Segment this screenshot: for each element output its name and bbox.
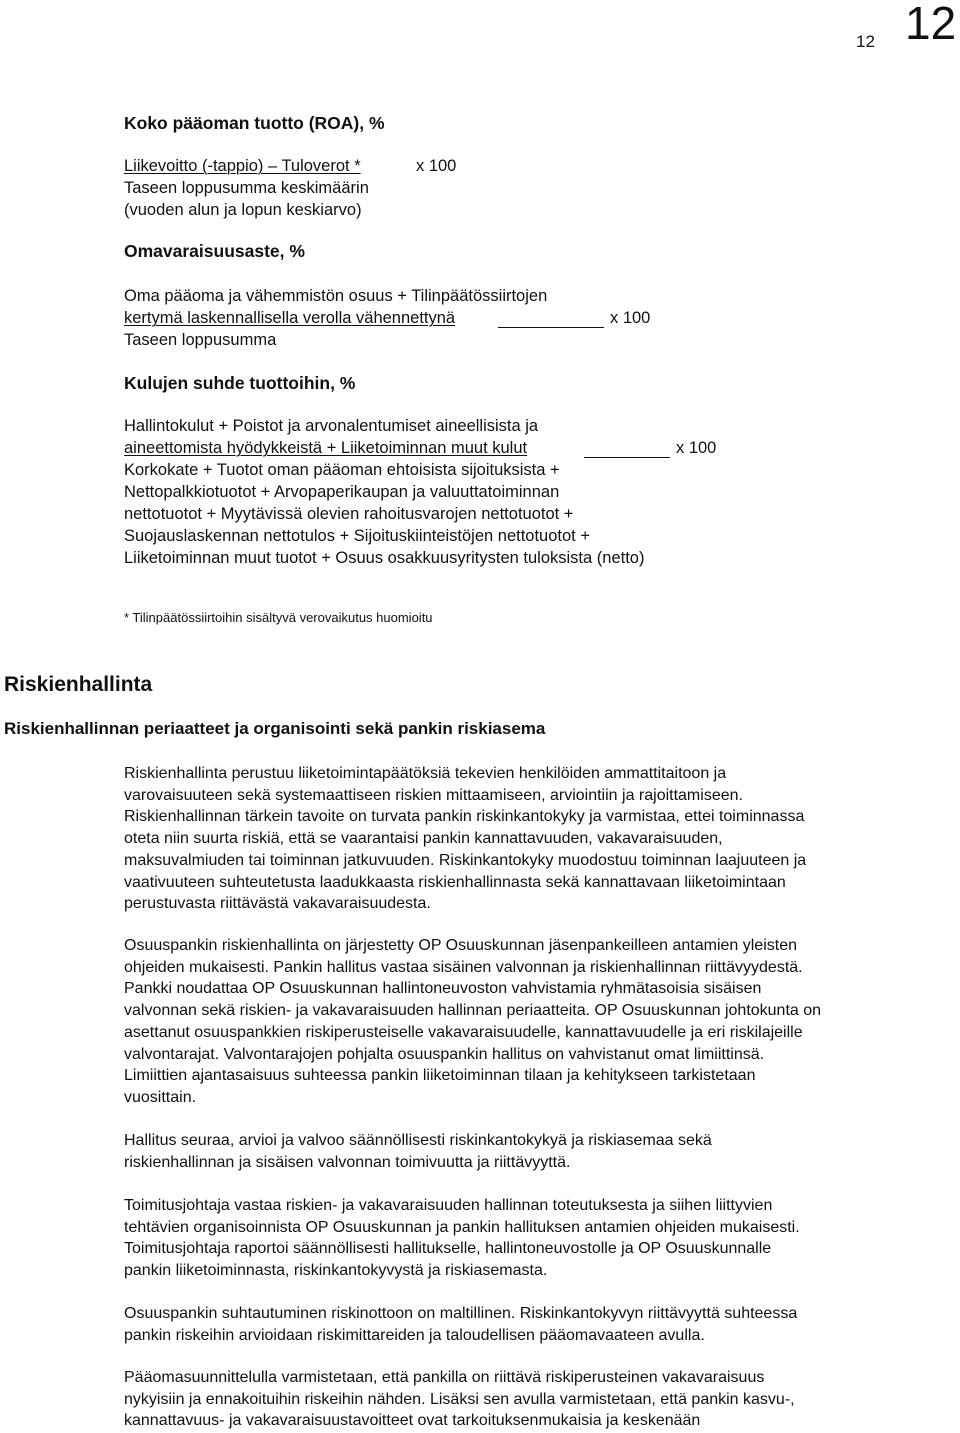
- paragraph-line: perustuvasta riittävästä vakavaraisuudesta.: [124, 895, 431, 913]
- paragraph-line: Limiittien ajantasaisuus suhteessa pankin liiketoiminnan tilaan ja kehitykseen tarkistetaan: [124, 1067, 756, 1085]
- equity-ratio-denominator: Taseen loppusumma: [124, 331, 277, 349]
- risk-paragraph-3: [124, 1130, 954, 1173]
- paragraph-line: pankin riskeihin arvioidaan riskimittareiden ja taloudellisen pääomavaateen avulla.: [124, 1326, 705, 1344]
- page-number-large: 12: [905, 0, 957, 49]
- roa-numerator: Liikevoitto (-tappio) – Tuloverot *: [124, 157, 361, 175]
- risk-paragraph-1: [124, 763, 954, 915]
- paragraph-line: ohjeiden mukaisesti. Pankin hallitus vastaa sisäinen valvonnan ja riskienhallinnan riittävyydestä.: [124, 958, 803, 976]
- cost-income-denominator-1: Korkokate + Tuotot oman pääoman ehtoisista sijoituksista +: [124, 461, 560, 479]
- paragraph-line: Osuuspankin riskienhallinta on järjestetty OP Osuuskunnan jäsenpankeilleen antamien yleisten: [124, 937, 797, 954]
- paragraph-line: nykyisiin ja ennakoituihin riskeihin nähden. Lisäksi sen avulla varmistetaan, että pankin kasvu-,: [124, 1390, 795, 1408]
- paragraph-line: Pankki noudattaa OP Osuuskunnan hallintoneuvoston vahvistamia ryhmätasoisia sisäisen: [124, 980, 762, 998]
- paragraph-line: valvontarajat. Valvontarajojen pohjalta osuuspankin hallitus on vahvistanut omat limiittinsä.: [124, 1045, 765, 1063]
- cost-income-numerator-1: Hallintokulut + Poistot ja arvonalentumiset aineellisista ja: [124, 417, 539, 435]
- equity-ratio-times: x 100: [610, 309, 651, 327]
- cost-income-denominator-5: Liiketoiminnan muut tuotot + Osuus osakkuusyritysten tuloksista (netto): [124, 549, 645, 567]
- cost-income-denominator-4: Suojauslaskennan nettotulos + Sijoituskiinteistöjen nettotuotot +: [124, 527, 590, 545]
- paragraph-line: vuosittain.: [124, 1088, 197, 1106]
- roa-times: x 100: [416, 157, 457, 175]
- paragraph-line: tehtävien organisoinnista OP Osuuskunnan ja pankin hallituksen antamien ohjeiden mukaisesti.: [124, 1218, 800, 1236]
- footnote: * Tilinpäätössiirtoihin sisältyvä verovaikutus huomioitu: [124, 610, 433, 625]
- paragraph-line: pankin liiketoiminnasta, riskinkantokyvystä ja riskiasemasta.: [124, 1262, 548, 1280]
- paragraph-line: Hallitus seuraa, arvioi ja valvoo säännöllisesti riskinkantokykyä ja riskiasemaa sekä: [124, 1132, 712, 1149]
- cost-income-numerator-2: aineettomista hyödykkeistä + Liiketoiminnan muut kulut: [124, 439, 528, 457]
- cost-income-heading: Kulujen suhde tuottoihin, %: [124, 373, 356, 393]
- roa-denominator-2: (vuoden alun ja lopun keskiarvo): [124, 201, 362, 219]
- equity-ratio-heading: Omavaraisuusaste, %: [124, 241, 305, 261]
- roa-heading: Koko pääoman tuotto (ROA), %: [124, 113, 385, 133]
- risk-paragraph-4: [124, 1195, 954, 1282]
- roa-denominator-1: Taseen loppusumma keskimäärin: [124, 179, 369, 197]
- paragraph-line: valvonnan sekä riskien- ja vakavaraisuuden hallinnan periaatteita. OP Osuuskunnan johtokunta on: [124, 1002, 822, 1020]
- paragraph-line: Riskienhallinta perustuu liiketoimintapäätöksiä tekevien henkilöiden ammattitaitoon ja: [124, 765, 727, 782]
- paragraph-line: Toimitusjohtaja raportoi säännöllisesti hallitukselle, hallintoneuvostolle ja OP Osuuskunnalle: [124, 1240, 772, 1258]
- cost-income-denominator-3: nettotuotot + Myytävissä olevien rahoitusvarojen nettotuotot +: [124, 505, 574, 523]
- risk-paragraph-5: [124, 1303, 954, 1346]
- paragraph-line: Toimitusjohtaja vastaa riskien- ja vakavaraisuuden hallinnan toteutuksesta ja siihen liittyvien: [124, 1197, 773, 1214]
- paragraph-line: oteta niin suurta riskiä, että se vaarantaisi pankin kannattavuuden, vakavaraisuuden,: [124, 830, 723, 848]
- risk-paragraph-2: [124, 935, 954, 1109]
- paragraph-line: Pääomasuunnittelulla varmistetaan, että pankilla on riittävä riskiperusteinen vakavaraisuus: [124, 1369, 765, 1386]
- paragraph-line: Riskienhallinnan tärkein tavoite on turvata pankin riskinkantokyky ja varmistaa, ettei toiminnassa: [124, 808, 805, 826]
- cost-income-times: x 100: [676, 439, 717, 457]
- paragraph-line: maksuvalmiuden tai toiminnan jatkuvuuden. Riskinkantokyky muodostuu toiminnan laajuuteen ja: [124, 851, 807, 869]
- equity-ratio-numerator-1: Oma pääoma ja vähemmistön osuus + Tilinpäätössiirtojen: [124, 287, 548, 305]
- paragraph-line: kannattavuus- ja vakavaraisuustavoitteet ovat tarkoituksenmukaisia ja keskenään: [124, 1412, 701, 1430]
- equity-ratio-numerator-2: kertymä laskennallisella verolla vähennettynä: [124, 309, 456, 327]
- paragraph-line: asettanut osuuspankkien riskiperusteiselle vakavaraisuudelle, kannattavuudelle ja eri riskilajeille: [124, 1023, 803, 1041]
- equity-ratio-fraction-line: [498, 327, 604, 328]
- risk-subheading: Riskienhallinnan periaatteet ja organisointi sekä pankin riskiasema: [4, 719, 546, 738]
- cost-income-fraction-line: [584, 457, 670, 458]
- risk-heading: Riskienhallinta: [4, 673, 153, 696]
- paragraph-line: Osuuspankin suhtautuminen riskinottoon on maltillinen. Riskinkantokyvyn riittävyyttä suhteessa: [124, 1305, 798, 1322]
- paragraph-line: varovaisuuteen sekä systemaattiseen riskien mittaamiseen, arviointiin ja rajoittamiseen.: [124, 786, 743, 804]
- cost-income-denominator-2: Nettopalkkiotuotot + Arvopaperikaupan ja valuuttatoiminnan: [124, 483, 560, 501]
- paragraph-line: riskienhallinnan ja sisäisen valvonnan toimivuutta ja riittävyyttä.: [124, 1153, 571, 1171]
- page-number-small: 12: [856, 32, 875, 51]
- paragraph-line: vaativuuteen suhteutetusta laadukkaasta riskienhallinnasta sekä kannattavaan liiketoimintaan: [124, 873, 786, 891]
- risk-paragraph-6: [124, 1367, 954, 1432]
